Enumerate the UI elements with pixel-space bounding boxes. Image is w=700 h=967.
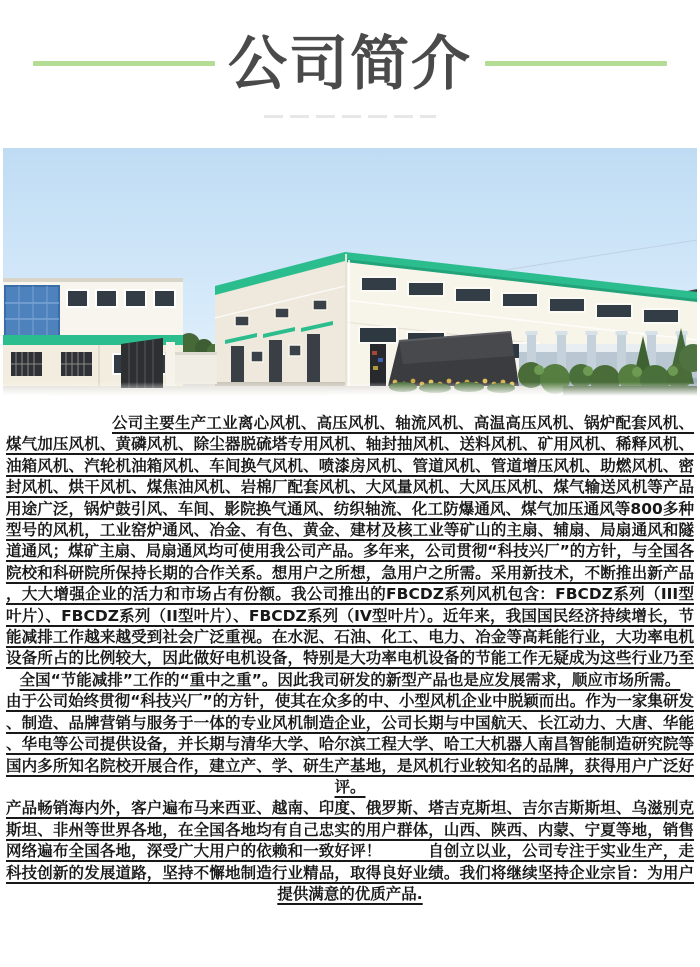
page-title: 公司简介 xyxy=(227,28,472,98)
title-accent-line-right xyxy=(485,61,667,66)
title-accent-line-left xyxy=(33,61,215,66)
section-header xyxy=(0,16,700,110)
title-underline-decoration xyxy=(264,115,436,118)
factory-photo-illustration xyxy=(3,148,697,396)
factory-campus-photo xyxy=(3,148,697,396)
paragraph-company-strength: 由于公司始终贯彻“科技兴厂”的方针，使其在众多的中、小型风机企业中脱颖而出。作为一家集研发、制造、品牌营销与服务于一体的专业风机制造企业，公司长期与中国航天、长江动力、大唐、华能、华电等公司提供设备，并长期与清华大学、哈尔滨工程大学、哈工大机器人南昌智能制造研究院等国内多所知名院校开展合作，建立产、学、研生产基地，是风机行业较知名的品牌，获得用户广泛好评。 xyxy=(6,692,694,796)
paragraph-products: 公司主要生产工业离心风机、高压风机、轴流风机、高温高压风机、锅炉配套风机、煤气加压风机、黄磷风机、除尘器脱硫塔专用风机、轴封抽风机、送料风机、矿用风机、稀释风机、油箱风机、汽轮机油箱风机、车间换气风机、喷漆房风机、管道风机、管道增压风机、助燃风机、密封风机、烘干风机、煤焦油风机、岩棉厂配套风机、大风量风机、大风压风机、煤气输送风机等产品用途广泛，锅炉鼓引风、车间、影院换气通风、纺织轴流、化工防爆通风、煤气加压通风等800多种型号的风机，工业窑炉通风、冶金、有色、黄金、建材及核工业等矿山的主扇、辅扇、局扇通风和隧道通风；煤矿主扇、局扇通风均可使用我公司产品。多年来，公司贯彻“科技兴厂”的方针，与全国各院校和科研院所保持长期的合作关系。想用户之所想，急用户之所需。采用新技术，不断推出新产品，大大增强企业的活力和市场占有份额。我公司推出的FBCDZ系列风机包含：FBCDZ系列（III型叶片）、FBCDZ系列（II型叶片）、FBCDZ系列（IV型叶片）。近年来，我国国民经济持续增长，节能减排工作越来越受到社会广泛重视。在水泥、石油、化工、电力、冶金等高耗能行业，大功率电机设备所占的比例较大，因此做好电机设备，特别是大功率电机设备的节能工作无疑成为这些行业乃至全国“节能减排”工作的“重中之重”。因此我司研发的新型产品也是应发展需求，顺应市场所需。 xyxy=(6,414,694,689)
company-intro-text xyxy=(6,413,694,905)
paragraph-market-reach: 产品畅销海内外，客户遍布马来西亚、越南、印度、俄罗斯、塔吉克斯坦、吉尔吉斯斯坦、乌滋别克斯坦、非州等世界各地，在全国各地均有自己忠实的用户群体，山西、陕西、内蒙、宁夏等地，销售网络遍布全国各地，深受广大用户的依赖和一致好评！ 自创立以业，公司专注于实业生产，走科技创新的发展道路，坚持不懈地制造行业精品，取得良好业绩。我们将继续坚持企业宗旨：为用户提供满意的优质产品. xyxy=(6,799,694,903)
company-profile-page xyxy=(0,16,700,905)
